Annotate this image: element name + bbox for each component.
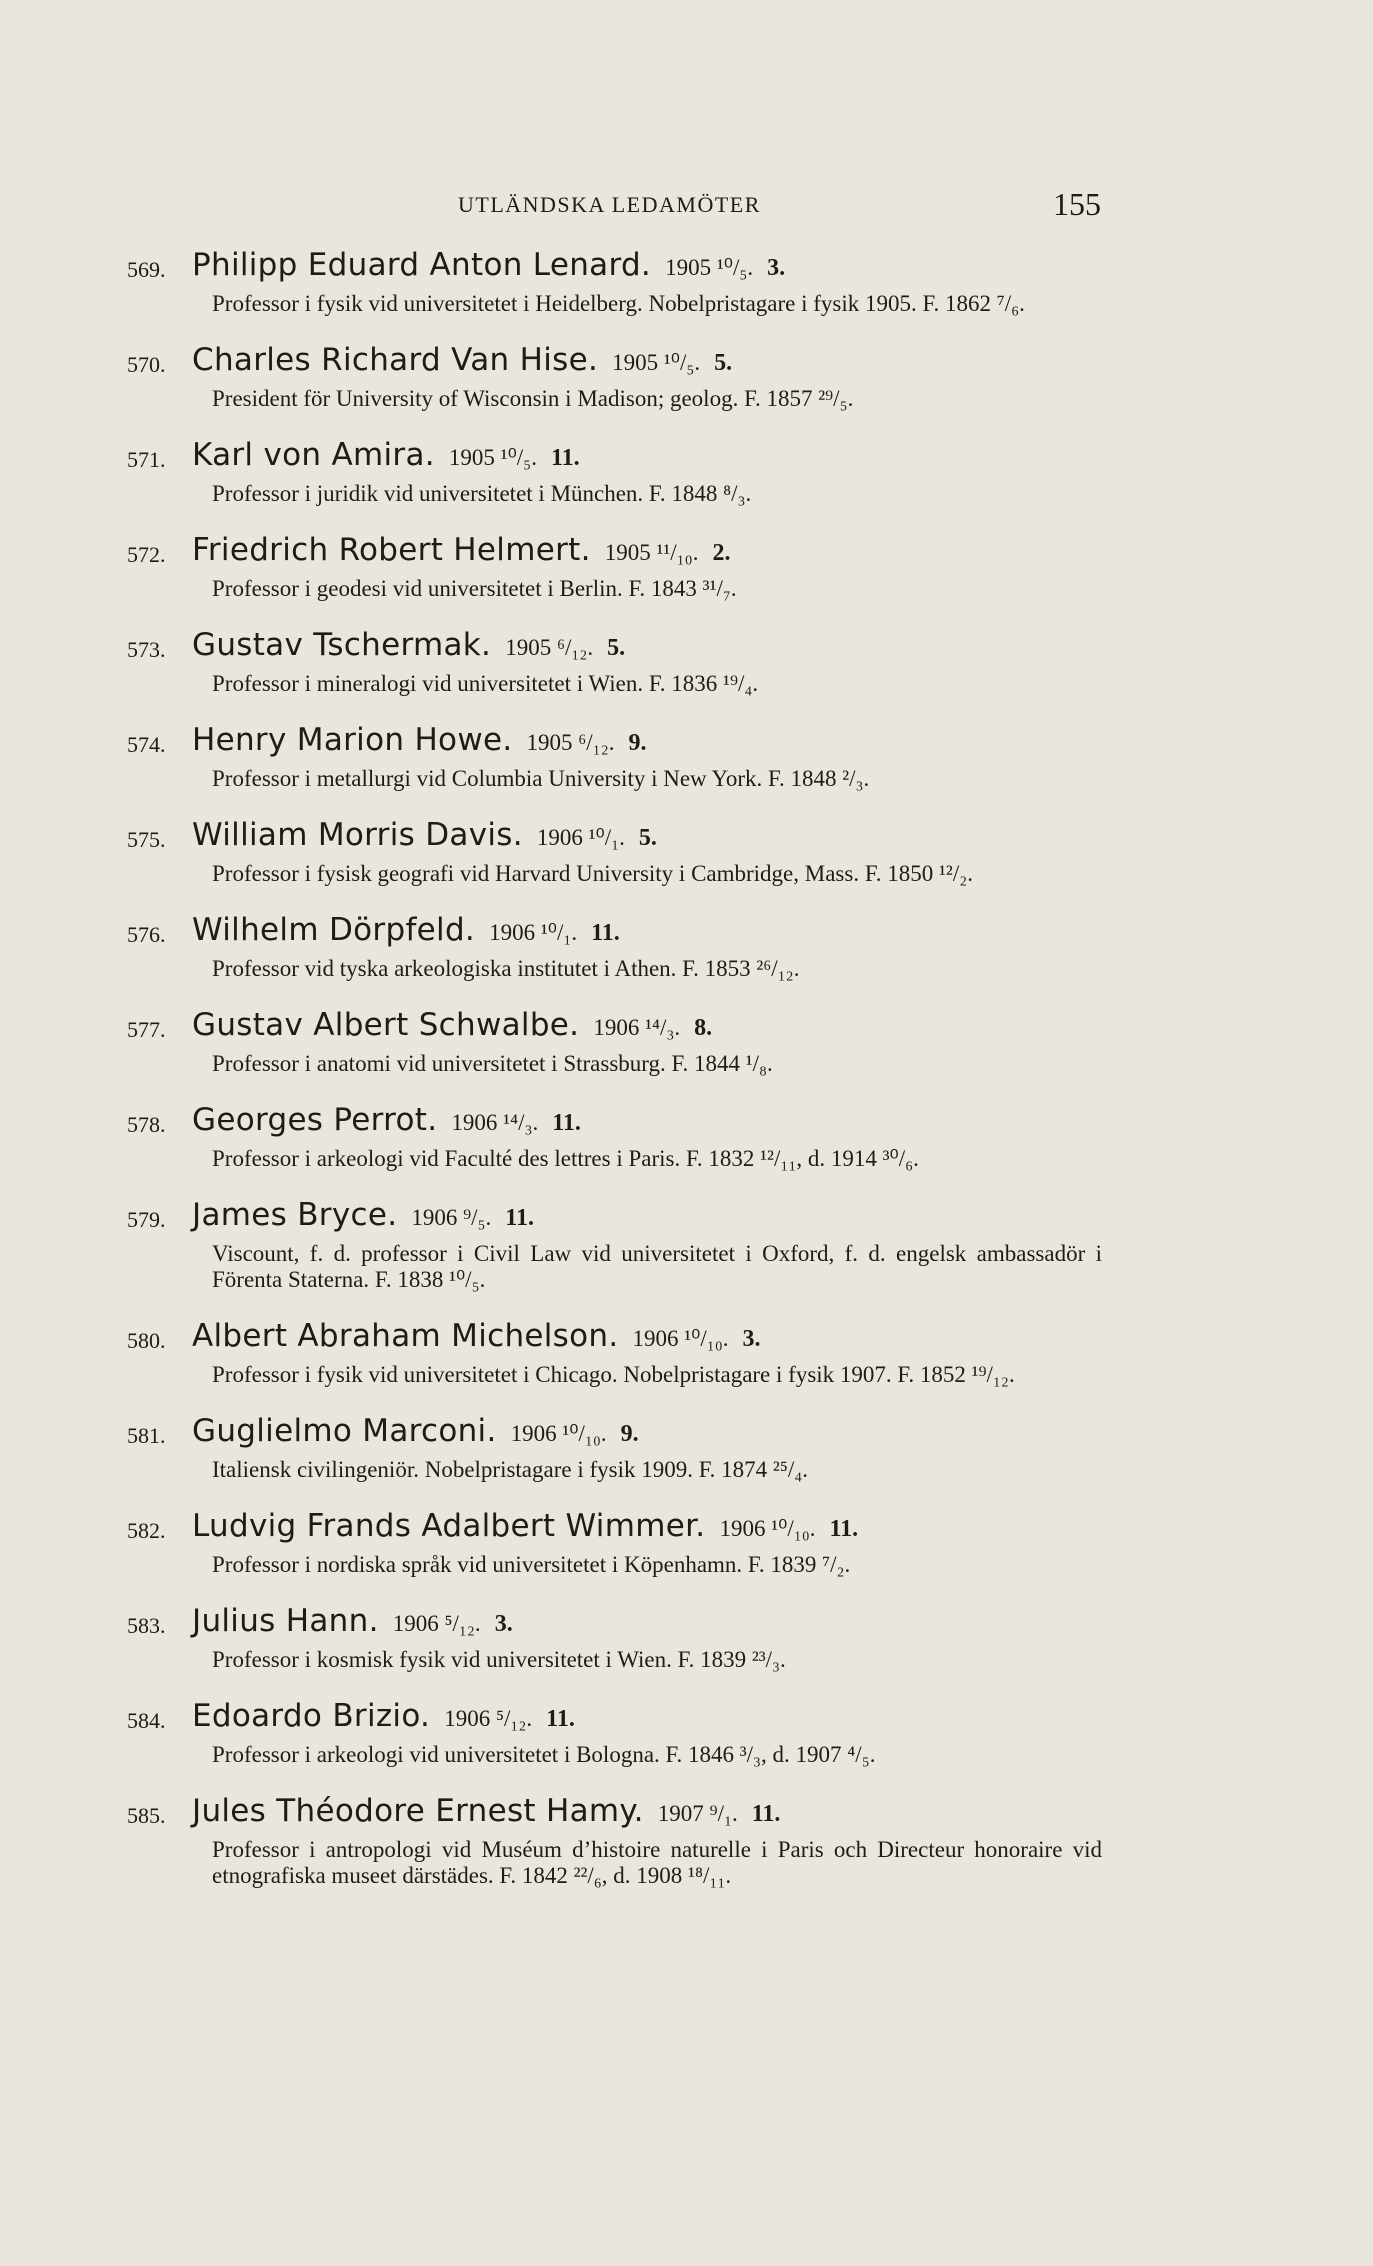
election-date: 1906 ¹⁴/₃. (593, 1015, 681, 1040)
entry-spacer (0, 317, 1373, 342)
member-description: Professor i juridik vid universitetet i München. F. 1848 ⁸/₃. (212, 481, 752, 506)
member-description: President för University of Wisconsin i Madison; geolog. F. 1857 ²⁹/₅. (212, 386, 854, 411)
election-date: 1906 ¹⁰/₁. (536, 825, 625, 850)
page-header (0, 186, 1373, 230)
class-number: 2. (712, 540, 731, 566)
member-description: Professor i metallurgi vid Columbia University i New York. F. 1848 ²/₃. (212, 766, 870, 791)
election-date: 1906 ⁹/₅. (411, 1205, 492, 1230)
list-item (0, 532, 1373, 627)
entry-spacer (0, 1077, 1373, 1102)
class-number: 11. (591, 920, 620, 946)
entry-number: 581. (127, 1423, 166, 1448)
election-date: 1905 ¹⁰/₅. (612, 350, 701, 375)
member-name: Wilhelm Dörpfeld. (192, 912, 476, 948)
member-description: Professor vid tyska arkeologiska institutet i Athen. F. 1853 ²⁶/₁₂. (212, 956, 800, 981)
member-description: Professor i geodesi vid universitetet i Berlin. F. 1843 ³¹/₇. (212, 576, 737, 601)
entry-number: 578. (127, 1112, 166, 1137)
list-item (0, 437, 1373, 532)
member-description: Professor i fysik vid universitetet i Chicago. Nobelpristagare i fysik 1907. F. 1852 ¹⁹/₁₂. (212, 1362, 1015, 1387)
entry-number: 575. (127, 827, 166, 852)
entry-spacer (0, 1172, 1373, 1197)
entry-spacer (0, 1483, 1373, 1508)
entry-spacer (0, 412, 1373, 437)
entry-number: 583. (127, 1613, 166, 1638)
list-item (0, 1318, 1373, 1413)
member-name: William Morris Davis. (192, 817, 523, 853)
member-name: Gustav Albert Schwalbe. (192, 1007, 580, 1043)
entry-number: 580. (127, 1328, 166, 1353)
entry-spacer (0, 1768, 1373, 1793)
member-list (0, 247, 1373, 1914)
member-name: Julius Hann. (192, 1603, 379, 1639)
class-number: 11. (829, 1516, 859, 1542)
list-item (0, 342, 1373, 437)
list-item (0, 1007, 1373, 1102)
entry-spacer (0, 602, 1373, 627)
class-number: 5. (638, 825, 657, 851)
entry-number: 573. (127, 637, 166, 662)
list-item (0, 247, 1373, 342)
entry-spacer (0, 1889, 1373, 1914)
entry-number: 577. (127, 1017, 166, 1042)
list-item (0, 1603, 1373, 1698)
entry-number: 582. (127, 1518, 166, 1543)
election-date: 1906 ¹⁰/₁. (489, 920, 578, 945)
entry-number: 569. (127, 257, 166, 282)
member-name: Guglielmo Marconi. (192, 1413, 497, 1449)
entry-number: 584. (127, 1708, 166, 1733)
member-name: Ludvig Frands Adalbert Wimmer. (192, 1508, 706, 1544)
list-item (0, 1413, 1373, 1508)
list-item (0, 817, 1373, 912)
list-item (0, 1793, 1373, 1914)
list-item (0, 1102, 1373, 1197)
member-description: Professor i antropologi vid Muséum d’histoire naturelle i Paris och Directeur honoraire vid etnografiska museet därstädes. F. 1842 ²²/₆, d. 1908 ¹⁸/₁₁. (212, 1837, 1102, 1888)
member-name: Charles Richard Van Hise. (192, 342, 599, 378)
class-number: 9. (620, 1421, 639, 1447)
entry-number: 585. (127, 1803, 166, 1828)
election-date: 1906 ¹⁰/₁₀. (719, 1516, 816, 1541)
member-description: Professor i arkeologi vid universitetet i Bologna. F. 1846 ³/₃, d. 1907 ⁴/₅. (212, 1742, 876, 1767)
entry-spacer (0, 1673, 1373, 1698)
member-name: Henry Marion Howe. (192, 722, 513, 758)
list-item (0, 1197, 1373, 1318)
election-date: 1906 ⁵/₁₂. (444, 1706, 533, 1731)
member-description: Professor i kosmisk fysik vid universitetet i Wien. F. 1839 ²³/₃. (212, 1647, 786, 1672)
entry-number: 572. (127, 542, 166, 567)
class-number: 8. (694, 1015, 713, 1041)
election-date: 1907 ⁹/₁. (657, 1801, 738, 1826)
class-number: 3. (742, 1326, 761, 1352)
member-name: Georges Perrot. (192, 1102, 438, 1138)
entry-spacer (0, 697, 1373, 722)
member-description: Italiensk civilingeniör. Nobelpristagare i fysik 1909. F. 1874 ²⁵/₄. (212, 1457, 809, 1482)
member-name: Philipp Eduard Anton Lenard. (192, 247, 652, 283)
member-description: Professor i fysik vid universitetet i Heidelberg. Nobelpristagare i fysik 1905. F. 1862 ⁷/₆. (212, 291, 1025, 316)
election-date: 1905 ⁶/₁₂. (526, 730, 615, 755)
entry-spacer (0, 1388, 1373, 1413)
member-description: Viscount, f. d. professor i Civil Law vid universitetet i Oxford, f. d. engelsk ambassadör i Förenta Staterna. F. 1838 ¹⁰/₅. (212, 1241, 1102, 1292)
member-description: Professor i mineralogi vid universitetet i Wien. F. 1836 ¹⁹/₄. (212, 671, 759, 696)
member-name: James Bryce. (192, 1197, 398, 1233)
class-number: 11. (552, 1110, 581, 1136)
list-item (0, 912, 1373, 1007)
entry-spacer (0, 507, 1373, 532)
member-name: Albert Abraham Michelson. (192, 1318, 619, 1354)
election-date: 1906 ¹⁴/₃. (451, 1110, 539, 1135)
class-number: 11. (751, 1801, 781, 1827)
member-name: Gustav Tschermak. (192, 627, 492, 663)
member-description: Professor i fysisk geografi vid Harvard University i Cambridge, Mass. F. 1850 ¹²/₂. (212, 861, 973, 886)
entry-number: 570. (127, 352, 166, 377)
running-title: UTLÄNDSKA LEDAMÖTER (458, 192, 761, 217)
entry-number: 576. (127, 922, 166, 947)
class-number: 11. (546, 1706, 575, 1732)
election-date: 1905 ¹⁰/₅. (448, 445, 537, 470)
member-description: Professor i anatomi vid universitetet i Strassburg. F. 1844 ¹/₈. (212, 1051, 773, 1076)
election-date: 1905 ¹⁰/₅. (665, 255, 754, 280)
entry-number: 579. (127, 1207, 166, 1232)
list-item (0, 1508, 1373, 1603)
entry-spacer (0, 982, 1373, 1007)
election-date: 1905 ¹¹/₁₀. (604, 540, 699, 565)
election-date: 1906 ⁵/₁₂. (392, 1611, 481, 1636)
list-item (0, 722, 1373, 817)
entry-spacer (0, 1293, 1373, 1318)
member-name: Jules Théodore Ernest Hamy. (192, 1793, 644, 1829)
member-description: Professor i nordiska språk vid universitetet i Köpenhamn. F. 1839 ⁷/₂. (212, 1552, 851, 1577)
class-number: 11. (550, 445, 580, 471)
page-number: 155 (1053, 186, 1101, 222)
member-name: Edoardo Brizio. (192, 1698, 431, 1734)
class-number: 5. (714, 350, 733, 376)
list-item (0, 1698, 1373, 1793)
election-date: 1905 ⁶/₁₂. (505, 635, 594, 660)
list-item (0, 627, 1373, 722)
class-number: 3. (494, 1611, 513, 1637)
entry-spacer (0, 792, 1373, 817)
entry-spacer (0, 1578, 1373, 1603)
class-number: 11. (505, 1205, 534, 1231)
election-date: 1906 ¹⁰/₁₀. (632, 1326, 729, 1351)
class-number: 3. (767, 255, 786, 281)
election-date: 1906 ¹⁰/₁₀. (510, 1421, 607, 1446)
class-number: 5. (607, 635, 626, 661)
member-name: Karl von Amira. (192, 437, 435, 473)
member-name: Friedrich Robert Helmert. (192, 532, 591, 568)
entry-number: 574. (127, 732, 166, 757)
entry-number: 571. (127, 447, 166, 472)
entry-spacer (0, 887, 1373, 912)
class-number: 9. (628, 730, 647, 756)
member-description: Professor i arkeologi vid Faculté des lettres i Paris. F. 1832 ¹²/₁₁, d. 1914 ³⁰/₆. (212, 1146, 919, 1171)
